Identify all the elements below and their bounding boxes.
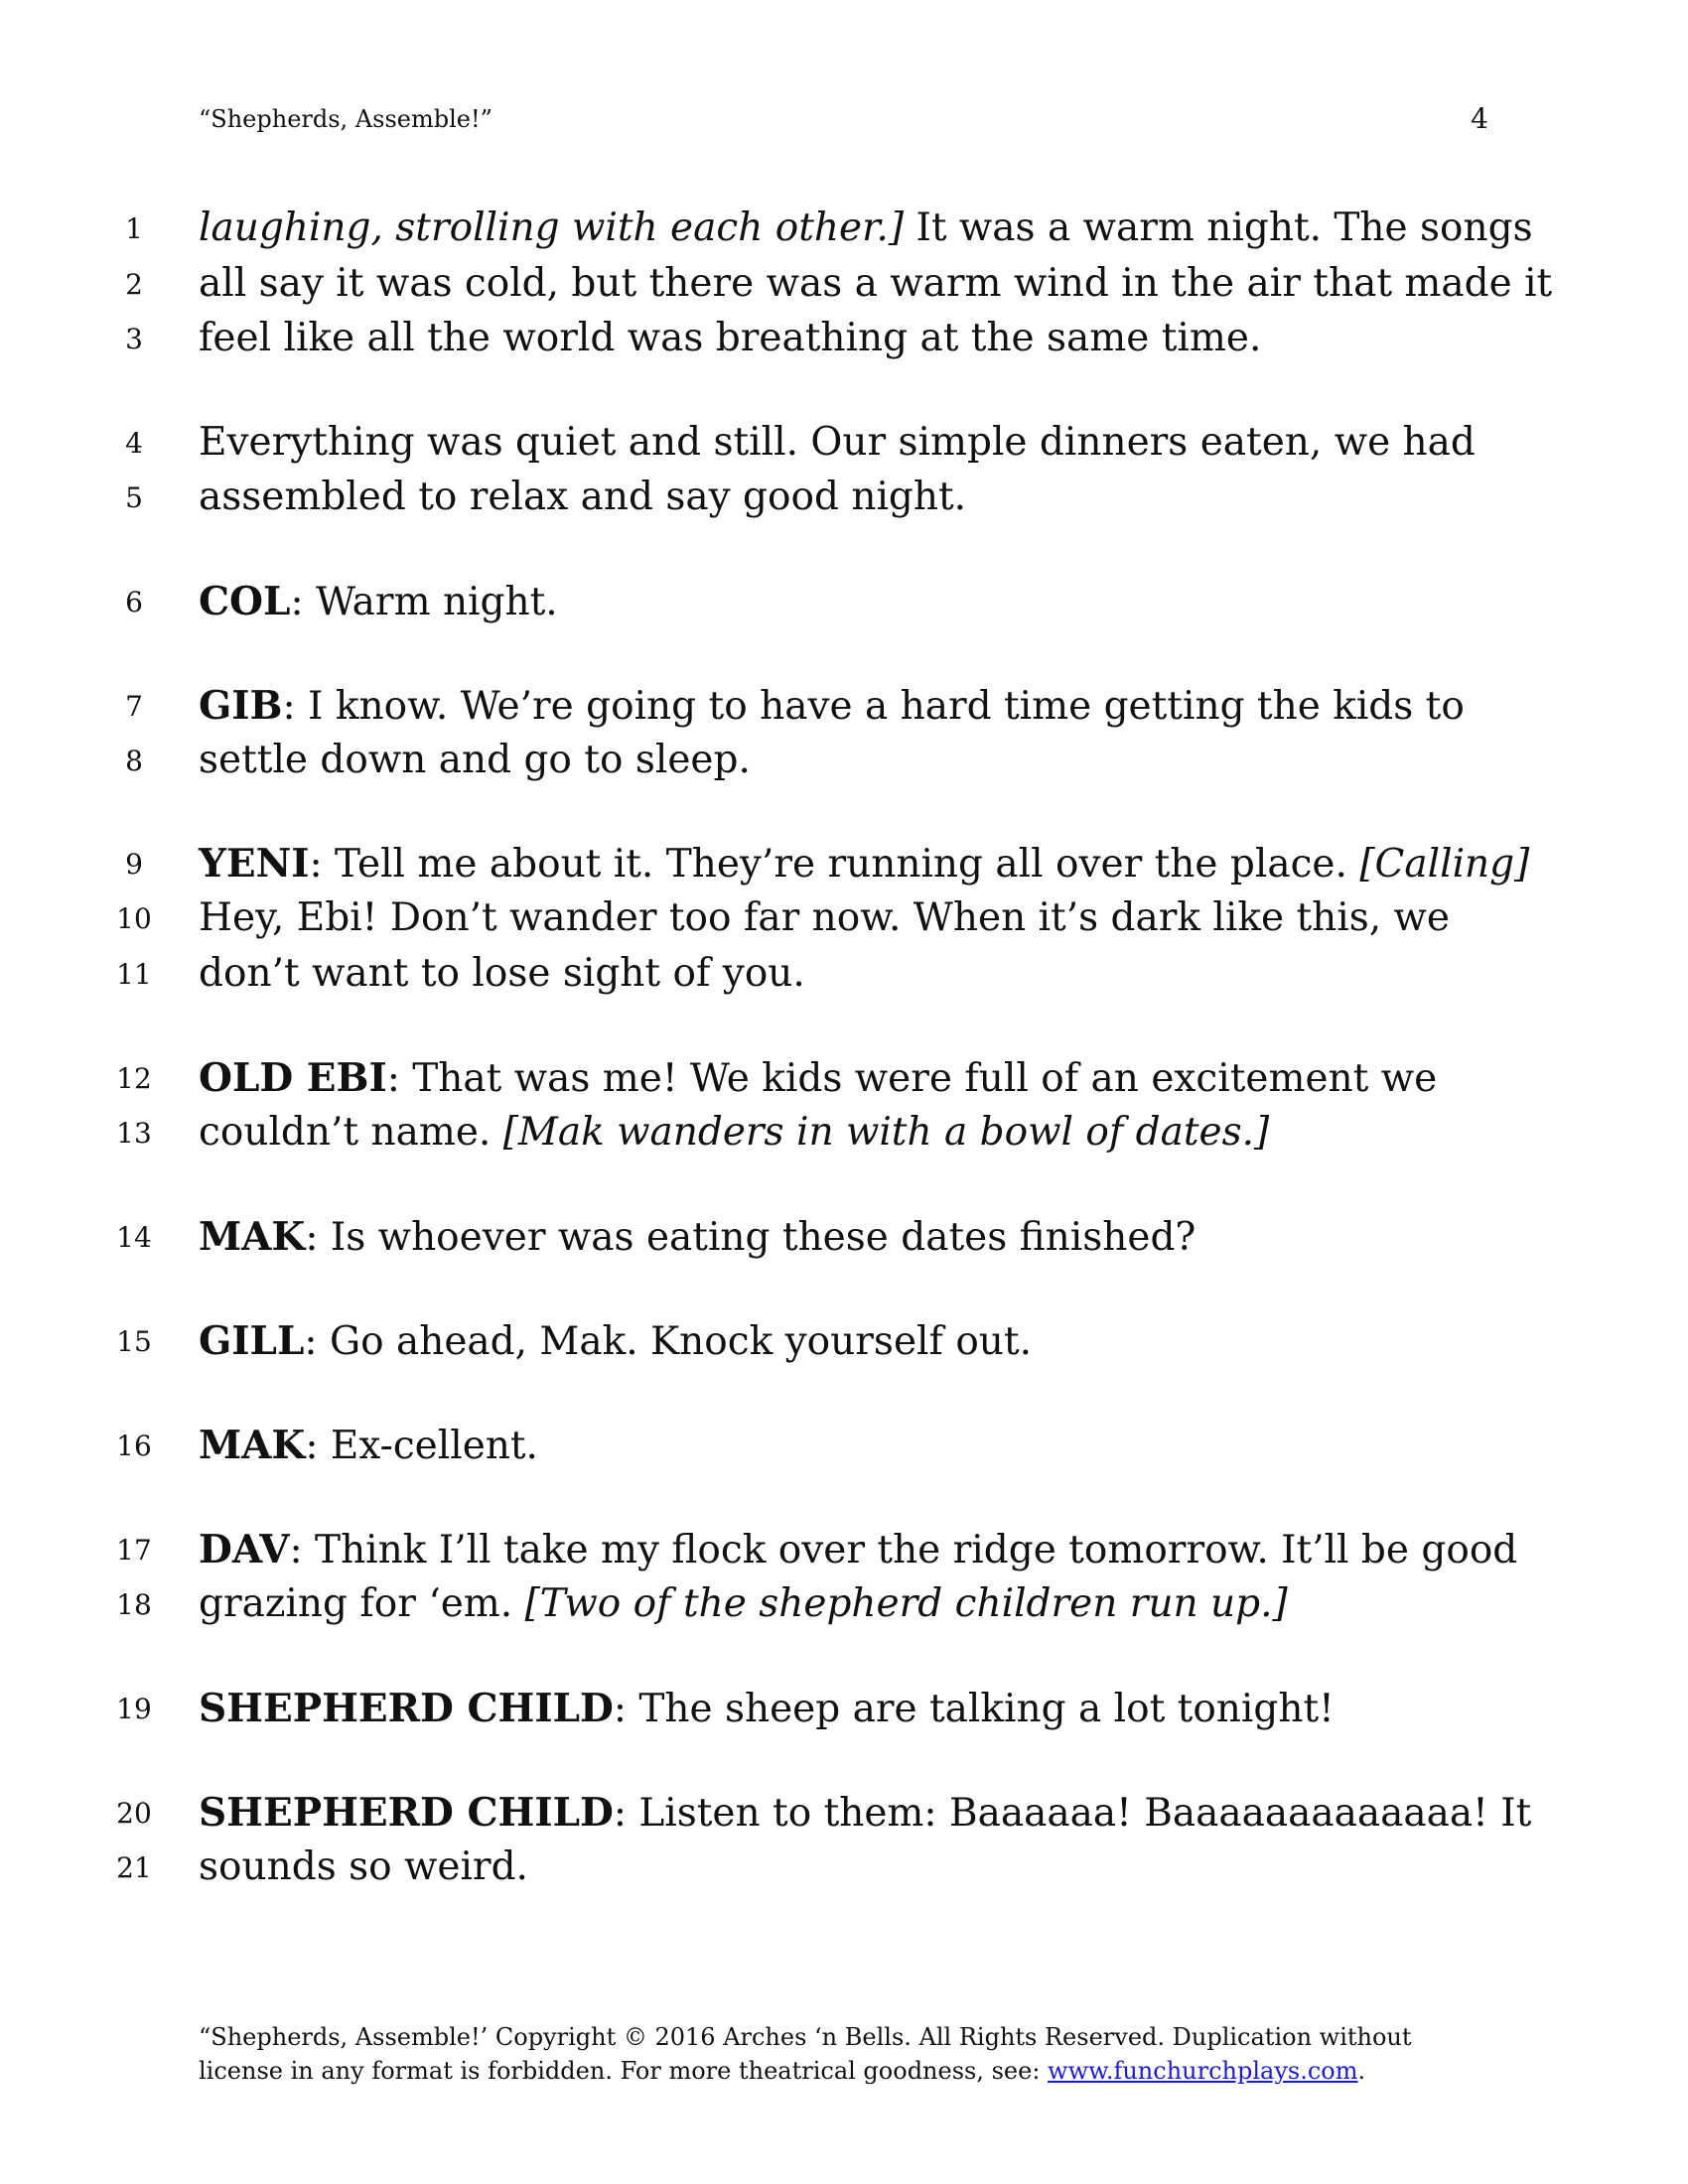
line-text (199, 1681, 1519, 1737)
script-line (0, 574, 1688, 629)
dialogue-text: couldn’t name. (199, 1110, 503, 1155)
header-title: “Shepherds, Assemble!” (199, 105, 492, 133)
dialogue-text: : That was me! We kids were full of an excitement we (386, 1056, 1438, 1101)
line-text (199, 1785, 1532, 1842)
stage-direction: laughing, strolling with each other.] (199, 205, 905, 250)
script-line (0, 1840, 1688, 1895)
script-line (0, 470, 1688, 525)
script-line (0, 1681, 1688, 1736)
line-number: 18 (116, 1588, 152, 1621)
copyright-footer (199, 2020, 1489, 2088)
dialogue-text: sounds so weird. (199, 1844, 528, 1889)
line-text (199, 311, 1519, 366)
dialogue-text: It was a warm night. The songs (904, 205, 1533, 250)
line-text (199, 733, 1519, 788)
footer-line-1: “Shepherds, Assemble!’ Copyright © 2016 Arches ‘n Bells. All Rights Reserved. Duplication without (199, 2023, 1412, 2051)
script-line (0, 415, 1688, 471)
speaker-name: SHEPHERD CHILD (199, 1686, 614, 1731)
dialogue-text: : I know. We’re going to have a hard time getting the kids to (282, 684, 1465, 729)
dialogue-text: feel like all the world was breathing at the same time. (199, 316, 1262, 360)
line-text (199, 1418, 1519, 1474)
stage-direction: [Calling] (1359, 842, 1530, 887)
line-number: 16 (116, 1430, 152, 1462)
line-number: 17 (116, 1534, 152, 1567)
script-line (0, 1522, 1688, 1577)
line-number: 2 (125, 268, 143, 301)
line-text (199, 1313, 1519, 1370)
script-line (0, 890, 1688, 946)
dialogue-text: : Ex-cellent. (305, 1424, 538, 1468)
speaker-name: MAK (199, 1423, 306, 1468)
script-line (0, 946, 1688, 1002)
script-line (0, 1313, 1688, 1369)
line-text (199, 470, 1519, 525)
speaker-name: YENI (199, 841, 310, 887)
line-text (199, 1576, 1519, 1632)
line-number: 14 (116, 1221, 152, 1254)
line-text (199, 1840, 1519, 1895)
speaker-name: GILL (199, 1318, 305, 1364)
line-number: 10 (116, 902, 152, 935)
script-line (0, 1785, 1688, 1841)
line-text (199, 1209, 1519, 1266)
line-number: 8 (125, 745, 143, 777)
speaker-name: SHEPHERD CHILD (199, 1790, 614, 1836)
line-number: 12 (116, 1062, 152, 1095)
dialogue-text: : Is whoever was eating these dates finished? (305, 1215, 1196, 1260)
line-number: 4 (125, 427, 143, 460)
line-number: 7 (125, 690, 143, 723)
dialogue-text: : Think I’ll take my flock over the ridge tomorrow. It’ll be good (289, 1528, 1518, 1572)
line-text (199, 201, 1533, 256)
line-text (199, 946, 1519, 1002)
line-text (199, 574, 1519, 630)
line-number: 15 (116, 1325, 152, 1358)
line-text (199, 678, 1519, 735)
dialogue-text: : Warm night. (290, 580, 558, 624)
line-number: 5 (125, 481, 143, 514)
script-line (0, 836, 1688, 891)
line-number: 11 (116, 958, 152, 991)
dialogue-text: Everything was quiet and still. Our simple dinners eaten, we had (199, 420, 1476, 465)
line-number: 9 (125, 848, 143, 881)
line-number: 19 (116, 1693, 152, 1725)
script-line (0, 311, 1688, 366)
line-text (199, 1522, 1519, 1578)
line-text (199, 836, 1530, 892)
dialogue-text: : The sheep are talking a lot tonight! (613, 1687, 1335, 1731)
line-number: 3 (125, 323, 143, 355)
dialogue-text: settle down and go to sleep. (199, 738, 751, 782)
dialogue-text: : Tell me about it. They’re running all over the place. (309, 842, 1360, 887)
website-link[interactable]: www.funchurchplays.com (1048, 2057, 1358, 2085)
dialogue-text: : Listen to them: Baaaaaa! Baaaaaaaaaaaaa! It (613, 1791, 1532, 1836)
stage-direction: [Two of the shepherd children run up.] (524, 1581, 1288, 1626)
speaker-name: COL (199, 579, 291, 624)
line-number: 21 (116, 1851, 152, 1884)
line-text (199, 1105, 1519, 1160)
page-number: 4 (1471, 102, 1488, 135)
footer-text: license in any format is forbidden. For more theatrical goodness, see: (199, 2057, 1049, 2085)
script-line (0, 1418, 1688, 1473)
footer-line-2 (199, 2054, 1489, 2088)
script-line (0, 1105, 1688, 1160)
script-line (0, 1576, 1688, 1632)
line-number: 20 (116, 1797, 152, 1830)
line-text (199, 415, 1519, 471)
line-number: 13 (116, 1117, 152, 1150)
script-line (0, 1209, 1688, 1265)
speaker-name: OLD EBI (199, 1055, 387, 1101)
footer-period: . (1357, 2057, 1366, 2085)
line-text (199, 890, 1519, 946)
line-text (199, 256, 1553, 312)
line-number: 6 (125, 586, 143, 618)
script-line (0, 256, 1688, 312)
script-line (0, 733, 1688, 788)
line-text (199, 1050, 1519, 1107)
dialogue-text: Hey, Ebi! Don’t wander too far now. When it’s dark like this, we (199, 895, 1451, 940)
dialogue-text: don’t want to lose sight of you. (199, 951, 805, 996)
script-line (0, 201, 1688, 256)
script-line (0, 1050, 1688, 1106)
dialogue-text: : Go ahead, Mak. Knock yourself out. (304, 1319, 1032, 1364)
line-number: 1 (125, 212, 143, 245)
dialogue-text: grazing for ‘em. (199, 1581, 525, 1626)
dialogue-text: assembled to relax and say good night. (199, 475, 967, 519)
speaker-name: MAK (199, 1214, 306, 1260)
speaker-name: DAV (199, 1527, 290, 1572)
script-line (0, 678, 1688, 734)
speaker-name: GIB (199, 683, 283, 729)
stage-direction: [Mak wanders in with a bowl of dates.] (502, 1110, 1270, 1155)
dialogue-text: all say it was cold, but there was a warm wind in the air that made it (199, 261, 1553, 306)
